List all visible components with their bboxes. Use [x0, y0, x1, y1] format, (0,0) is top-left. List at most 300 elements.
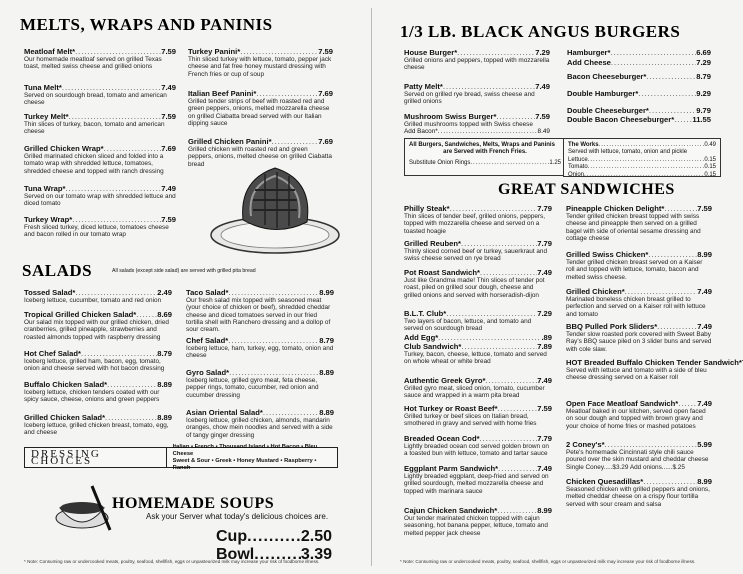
menu-item — [567, 115, 711, 124]
menu-item-price: 8.99 — [697, 477, 712, 486]
menu-item-header — [188, 137, 333, 146]
menu-item-price: 7.59 — [161, 112, 176, 121]
menu-item-price: 7.59 — [697, 204, 712, 213]
add-bacon-row — [404, 128, 550, 135]
leader-dots — [240, 47, 318, 56]
menu-item-header — [567, 106, 711, 115]
menu-item-description: Thin sliced turkey with lettuce, tomato, pepper jack cheese and fat free honey mustard dressing with French fries or cup of soup — [188, 56, 332, 78]
fries-note-box — [404, 138, 566, 176]
fries-note-line-1: All Burgers, Sandwiches, Melts, Wraps and Paninis — [409, 142, 555, 148]
menu-item-header — [566, 250, 712, 259]
leader-dots — [69, 112, 162, 121]
menu-item-name: Hot Chef Salad* — [24, 349, 81, 358]
menu-item-description: Thin slices of turkey, bacon, tomato and american cheese — [24, 121, 165, 136]
menu-item-header — [404, 376, 552, 385]
menu-item — [24, 349, 172, 373]
works-desc: Served with lettuce, tomato, onion and pickle — [568, 149, 688, 156]
menu-item-description: Two layers of bacon, lettuce, and tomato and served on sourdough bread — [404, 318, 532, 333]
menu-item-header — [404, 506, 552, 515]
menu-item-description: Our homemade meatloaf served on grilled Texas toast, melted swiss cheese and grilled onions — [24, 56, 162, 71]
menu-item-name: Breaded Ocean Cod* — [404, 434, 480, 443]
menu-item-price: 7.59 — [161, 215, 176, 224]
menu-item-description: Served on grilled rye bread, swiss cheese and grilled onions — [404, 91, 535, 106]
menu-item — [24, 288, 172, 304]
menu-item-header — [24, 83, 176, 92]
menu-item-description: Grilled onions and peppers, topped with mozzarella cheese — [404, 57, 550, 72]
add-bacon-label: Add Bacon* — [404, 128, 438, 135]
dressing-list — [167, 444, 337, 472]
menu-item-name: Chef Salad* — [186, 336, 229, 345]
leader-dots — [674, 115, 692, 124]
menu-item-header — [404, 342, 552, 351]
menu-item-description: Served on sourdough bread, tomato and american cheese — [24, 92, 167, 107]
dressing-line-2: Sweet & Sour • Greek • Honey Mustard • Raspberry • Ranch — [172, 457, 317, 471]
dressing-line-1: Italian • French • Thousand Island • Hot Bacon • Bleu Cheese — [172, 443, 318, 457]
menu-item-header — [566, 477, 712, 486]
menu-item — [566, 440, 712, 471]
leader-dots — [643, 477, 697, 486]
leader-dots — [256, 89, 318, 98]
menu-item-price: 5.99 — [697, 440, 712, 449]
menu-item-header — [404, 404, 552, 413]
menu-item-price: 9.79 — [696, 106, 711, 115]
menu-item-name: Pot Roast Sandwich* — [404, 268, 480, 277]
menu-item-name: HOT Breaded Buffalo Chicken Tender Sandwich* — [566, 358, 742, 367]
price-row — [216, 528, 332, 546]
menu-item-price: 7.29 — [535, 48, 550, 57]
leader-dots — [461, 342, 537, 351]
onion-rings-label: Substitute Onion Rings — [409, 159, 471, 166]
menu-item-header — [404, 112, 550, 121]
menu-item-description: Grilled mushrooms topped with Swiss cheese — [404, 121, 533, 128]
menu-item-price: 7.69 — [161, 144, 176, 153]
menu-item-price: 7.49 — [537, 464, 552, 473]
leader-dots — [104, 144, 162, 153]
leader-dots — [657, 322, 697, 331]
menu-item-name: Turkey Panini* — [188, 47, 241, 56]
menu-item-header — [404, 434, 552, 443]
works-row — [568, 142, 716, 149]
menu-item — [24, 413, 172, 437]
menu-item-name: Grilled Chicken* — [566, 287, 625, 296]
menu-item-description: Our fresh salad mix topped with seasoned meat (your choice of chicken or beef), shredded cheddar cheese and diced tomatoes served in our fried tortilla shell with Ranchero dressing and a dollop of sour cream. — [186, 297, 331, 334]
menu-item-header — [188, 47, 333, 56]
leader-dots — [678, 399, 697, 408]
leader-dots — [625, 287, 698, 296]
menu-item-description: Grilled gyro meat, sliced onion, tomato, cucumber sauce and wrapped in a warm pita bread — [404, 385, 545, 400]
menu-item-price: 8.99 — [319, 288, 334, 297]
menu-item-price: 8.69 — [157, 310, 172, 319]
menu-item-name: Mushroom Swiss Burger* — [404, 112, 497, 121]
menu-item — [404, 204, 552, 235]
menu-item-header — [24, 215, 176, 224]
menu-item-name: B.L.T. Club* — [404, 309, 447, 318]
sandwiches-title: GREAT SANDWICHES — [498, 181, 675, 198]
menu-item-header — [404, 333, 552, 342]
leader-dots — [497, 506, 537, 515]
menu-item — [566, 399, 712, 430]
menu-item-price: 7.69 — [318, 137, 333, 146]
menu-item-name: Club Sandwich* — [404, 342, 462, 351]
menu-item — [567, 106, 711, 115]
menu-item-description: Seasoned chicken with grilled peppers and onions, melted cheddar cheese on a crispy flour tortilla served with sour cream and salsa — [566, 486, 710, 508]
menu-item-description: Tender grilled chicken breast topped with swiss cheese and pineapple then served on a grilled bagel with side of oriental sesame dressing and cottage cheese — [566, 213, 701, 242]
menu-item — [24, 144, 176, 175]
menu-item-description: Grilled chicken with roasted red and green peppers, onions, melted cheese on grilled Ciabatta bread — [188, 146, 332, 168]
works-box — [563, 138, 721, 177]
menu-item-header — [24, 413, 172, 422]
menu-item — [566, 250, 712, 281]
price-row-price: 3.39 — [300, 546, 332, 563]
menu-item-name: 2 Coney's* — [566, 440, 605, 449]
menu-item-header — [567, 89, 711, 98]
menu-item — [24, 184, 176, 208]
menu-item-header — [188, 89, 333, 98]
onion-rings-row — [409, 160, 561, 167]
leader-dots — [485, 376, 537, 385]
price-row-label: Cup — [216, 528, 248, 545]
menu-item-name: Turkey Melt* — [24, 112, 69, 121]
leader-dots — [438, 333, 541, 342]
menu-item-price: 8.79 — [319, 336, 334, 345]
menu-item — [566, 358, 742, 382]
menu-item-header — [567, 115, 711, 124]
extras-list — [568, 157, 716, 179]
leader-dots — [75, 47, 161, 56]
menu-item-price: 7.59 — [537, 404, 552, 413]
leader-dots — [136, 310, 157, 319]
menu-item — [188, 89, 333, 127]
soup-bowl-image — [52, 478, 114, 536]
leader-dots — [228, 336, 319, 345]
menu-item-header — [24, 184, 176, 193]
menu-item — [404, 333, 552, 342]
menu-item-price: 7.49 — [537, 268, 552, 277]
menu-item-name: Hamburger* — [567, 48, 611, 57]
price-row-label: Onion — [568, 171, 585, 178]
menu-item-description: Iceberg lettuce, grilled chicken, almonds, mandarin oranges, chow mein noodles and served with a side of tangy ginger dressing — [186, 417, 333, 439]
soups-title: HOMEMADE SOUPS — [112, 495, 275, 512]
price-row-label: Tomato — [568, 164, 588, 171]
menu-item-header — [404, 268, 552, 277]
leader-dots — [446, 309, 537, 318]
menu-item-header — [567, 72, 711, 81]
menu-item — [404, 464, 552, 495]
menu-item-description: Our salad mix topped with our grilled chicken, dried cranberries, grilled pineapple, strawberries and roasted almonds topped with raspberry dressing — [24, 319, 169, 341]
menu-item-name: Grilled Chicken Panini* — [188, 137, 272, 146]
menu-item-price: 11.55 — [692, 115, 711, 124]
menu-item-price: 9.29 — [696, 89, 711, 98]
menu-item-name: Buffalo Chicken Salad* — [24, 380, 108, 389]
menu-item-name: Authentic Greek Gyro* — [404, 376, 486, 385]
menu-item-description: Thinly sliced corned beef or turkey, sauerkraut and swiss cheese served on rye bread — [404, 248, 548, 263]
burgers-title: 1/3 LB. BLACK ANGUS BURGERS — [400, 22, 681, 41]
menu-item-price: 7.79 — [537, 204, 552, 213]
menu-item-header — [566, 322, 712, 331]
menu-item-name: Tossed Salad* — [24, 288, 76, 297]
dressing-choices — [24, 443, 338, 471]
fries-note-line-2: are Served with French Fries. — [443, 149, 527, 156]
leader-dots — [496, 112, 535, 121]
price-row-label: Bowl — [216, 546, 255, 563]
menu-item-header — [404, 239, 552, 248]
menu-item-price: 6.69 — [696, 48, 711, 57]
menu-item — [24, 47, 176, 71]
menu-item — [404, 342, 552, 366]
menu-item-header — [404, 204, 552, 213]
menu-item-name: Double Hamburger* — [567, 89, 639, 98]
menu-item-name: Philly Steak* — [404, 204, 450, 213]
menu-item-name: Tuna Melt* — [24, 83, 62, 92]
menu-item — [188, 47, 333, 78]
menu-item-header — [186, 408, 334, 417]
menu-item-description: Iceberg lettuce, chicken tenders coated with our spicy sauce, cheese, onions and green peppers — [24, 389, 160, 404]
leader-dots — [638, 89, 696, 98]
menu-item-name: BBQ Pulled Pork Sliders* — [566, 322, 658, 331]
menu-item — [567, 89, 711, 98]
menu-item-name: Grilled Chicken Wrap* — [24, 144, 104, 153]
menu-item-description: Meatloaf baked in our kitchen, served open faced on sour dough and topped with brown gravy and your choice of home fries or mashed potatoes — [566, 408, 706, 430]
menu-item-header — [404, 464, 552, 473]
menu-item — [404, 309, 552, 333]
menu-item-description: Iceberg lettuce, grilled ham, bacon, egg, tomato, onion and cheese served with hot bacon dressing — [24, 358, 165, 373]
menu-item-header — [24, 144, 176, 153]
menu-item-name: Asian Oriental Salad* — [186, 408, 263, 417]
menu-item-header — [24, 288, 172, 297]
menu-item — [566, 477, 712, 508]
menu-item-header — [186, 368, 334, 377]
leader-dots — [450, 204, 538, 213]
menu-item-header — [566, 358, 742, 367]
menu-item — [404, 82, 550, 106]
menu-item — [567, 72, 711, 81]
menu-item — [186, 336, 334, 360]
menu-item-name: Tropical Grilled Chicken Salad* — [24, 310, 137, 319]
menu-item-name: Bacon Cheeseburger* — [567, 72, 647, 81]
leader-dots — [498, 404, 538, 413]
menu-item-price: 7.49 — [161, 184, 176, 193]
menu-item-name: Hot Turkey or Roast Beef* — [404, 404, 498, 413]
menu-item-name: Pineapple Chicken Delight* — [566, 204, 665, 213]
menu-item-name: Add Egg* — [404, 333, 439, 342]
leader-dots — [646, 72, 696, 81]
leader-dots — [480, 268, 537, 277]
menu-item-description: Grilled tender strips of beef with roasted red and green peppers, onions, melted mozzarella cheese on grilled Ciabatta bread served with our Italian dipping sauce — [188, 98, 330, 127]
menu-item-name: Double Bacon Cheeseburger* — [567, 115, 675, 124]
menu-item — [24, 310, 172, 341]
menu-item-description: Served on our tomato wrap with shredded lettuce and diced tomato — [24, 193, 176, 208]
leader-dots — [62, 83, 161, 92]
menu-item — [404, 404, 552, 428]
menu-item-price: 8.79 — [696, 72, 711, 81]
menu-item-description: Our tender marinated chicken topped with cajun seasoning, hot banana pepper, lettuce, tomato and melted pepper jack cheese — [404, 515, 548, 537]
menu-item — [404, 506, 552, 537]
menu-item-price: 8.89 — [319, 408, 334, 417]
salads-note: All salads (except side salad) are served with grilled pita bread — [112, 268, 256, 274]
leader-dots — [457, 48, 535, 57]
menu-item-name: Italian Beef Panini* — [188, 89, 257, 98]
menu-item-header — [186, 336, 334, 345]
menu-item-price: 7.49 — [697, 287, 712, 296]
menu-item — [404, 268, 552, 299]
menu-item-header — [566, 440, 712, 449]
price-row-price: 0.15 — [704, 156, 716, 163]
price-row-label: Lettuce — [568, 156, 588, 163]
menu-item-header — [566, 287, 712, 296]
leader-dots — [66, 184, 162, 193]
menu-item-name: Turkey Wrap* — [24, 215, 73, 224]
menu-item-description: Fresh sliced turkey, diced lettuce, tomatoes cheese and bacon rolled in our tomato wrap — [24, 224, 169, 239]
menu-item-name: Gyro Salad* — [186, 368, 230, 377]
panini-plate-image — [205, 150, 345, 260]
menu-item-price: 8.89 — [319, 368, 334, 377]
menu-item-header — [566, 399, 712, 408]
menu-item — [404, 112, 550, 128]
menu-item-header — [567, 48, 711, 57]
leader-dots — [480, 434, 538, 443]
leader-dots — [229, 288, 320, 297]
menu-item-price: 7.69 — [318, 89, 333, 98]
price-row — [568, 157, 716, 164]
leader-dots — [443, 82, 535, 91]
menu-item-price: 7.29 — [537, 309, 552, 318]
menu-item — [404, 48, 550, 72]
leader-dots — [81, 349, 157, 358]
menu-item-name: Meatloaf Melt* — [24, 47, 76, 56]
menu-item-price: 8.99 — [697, 250, 712, 259]
leader-dots — [72, 215, 161, 224]
menu-item-description: Iceberg lettuce, cucumber, tomato and red onion — [24, 297, 162, 304]
menu-item-description: Grilled marinated chicken sliced and folded into a tomato wrap with shredded lettuce, tomatoes, shredded cheese and topped with ranch dressing — [24, 153, 164, 175]
dressing-label: DRESSING CHOICES — [25, 448, 167, 467]
menu-item — [404, 434, 552, 458]
leader-dots — [611, 58, 696, 67]
menu-item-description: Pete's homemade Cincinnati style chili sauce poured over the skin mustard and cheddar cheese Single Coney.....$3.29 Add onions......$.25 — [566, 449, 709, 471]
menu-item — [186, 408, 334, 439]
menu-item-header — [24, 380, 172, 389]
center-fold — [371, 8, 372, 566]
menu-item — [186, 288, 334, 333]
works-title: The Works — [568, 142, 599, 148]
leader-dots — [649, 106, 696, 115]
menu-item-price: 7.49 — [697, 399, 712, 408]
menu-item — [186, 368, 334, 399]
leader-dots — [605, 440, 698, 449]
onion-rings-price: 1.25 — [549, 159, 561, 166]
menu-item-name: Grilled Chicken Salad* — [24, 413, 106, 422]
price-row-price: 0.15 — [704, 164, 716, 171]
menu-item-description: Tender slow roasted pork covered with Sweet Baby Ray's BBQ sauce piled on 3 slider buns and served with cole slaw. — [566, 331, 712, 353]
menu-item-description: Lightly breaded eggplant, deep-fried and served on grilled sourdough, melted mozzarella cheese and topped with marinara sauce — [404, 473, 549, 495]
melts-title: MELTS, WRAPS AND PANINIS — [20, 15, 273, 34]
menu-item — [24, 215, 176, 239]
menu-item-name: Open Face Meatloaf Sandwich* — [566, 399, 679, 408]
leader-dots — [263, 408, 319, 417]
menu-item-description: Iceberg lettuce, grilled chicken breast, tomato, egg, and cheese — [24, 422, 169, 437]
menu-item-price: 7.59 — [161, 47, 176, 56]
menu-item-price: 2.49 — [157, 288, 172, 297]
menu-item — [567, 48, 711, 57]
menu-item-name: Taco Salad* — [186, 288, 229, 297]
menu-item-name: Add Cheese — [567, 58, 611, 67]
menu-item-header — [566, 204, 712, 213]
menu-item — [567, 58, 711, 67]
menu-item-price: 7.49 — [537, 376, 552, 385]
menu-item — [24, 112, 176, 136]
menu-item-name: Tuna Wrap* — [24, 184, 66, 193]
menu-item-price: 7.59 — [535, 112, 550, 121]
menu-item-description: Just like Grandma made! Thin slices of tender pot roast, piled on grilled sour dough, cheese and grilled onions and served with horseradish-dijon — [404, 277, 545, 299]
menu-item-name: Patty Melt* — [404, 82, 443, 91]
menu-item-name: Cajun Chicken Sandwich* — [404, 506, 498, 515]
menu-item-price: 8.99 — [537, 506, 552, 515]
menu-item — [566, 204, 712, 242]
right-footer-note: * Note: Consuming raw or undercooked meats, poultry, seafood, shellfish, eggs or unpasteurized milk may increase your risk of foodborne illness. — [400, 559, 696, 564]
menu-item-name: House Burger* — [404, 48, 458, 57]
menu-item-price: 8.89 — [157, 380, 172, 389]
soups-subtitle: Ask your Server what today's delicious choices are. — [146, 512, 329, 521]
menu-item-price: 7.29 — [696, 58, 711, 67]
salads-title: SALADS — [22, 261, 93, 280]
leader-dots — [648, 250, 697, 259]
menu-item-description: Marinated boneless chicken breast grilled to perfection and served on a Kaiser roll with lettuce and tomato — [566, 296, 706, 318]
menu-item — [566, 322, 712, 353]
leader-dots — [107, 380, 157, 389]
menu-item-header — [567, 58, 711, 67]
menu-item-name: Chicken Quesadillas* — [566, 477, 644, 486]
menu-item-description: Iceberg lettuce, grilled gyro meat, feta cheese, pepper rings, tomato, cucumber, red onion and cucumber dressing — [186, 377, 319, 399]
menu-item — [404, 239, 552, 263]
menu-item — [566, 287, 712, 318]
works-price: 0.49 — [704, 142, 716, 148]
menu-item-price: 7.49 — [697, 322, 712, 331]
menu-item-price: 7.49 — [535, 82, 550, 91]
menu-item-price: 8.89 — [157, 413, 172, 422]
menu-item — [24, 380, 172, 404]
menu-item-header — [404, 309, 552, 318]
menu-item-price: 7.49 — [161, 83, 176, 92]
menu-item-price: 7.89 — [537, 342, 552, 351]
menu-item-price: 7.79 — [537, 434, 552, 443]
leader-dots — [461, 239, 537, 248]
menu-item-description: Tender grilled chicken breast served on a Kaiser roll and topped with lettuce, tomato, bacon and melted swiss cheese. — [566, 259, 703, 281]
menu-item-description: Grilled turkey or beef slices on Italian bread, smothered in gravy and served with home fries — [404, 413, 537, 428]
menu-item-description: Thin slices of tender beef, grilled onions, peppers, topped with mozzarella cheese and served on a toasted hoagie — [404, 213, 546, 235]
leader-dots — [272, 137, 319, 146]
menu-item-header — [404, 82, 550, 91]
menu-item-description: Served with lettuce and tomato with a side of bleu cheese dressing served on a Kaiser roll — [566, 367, 707, 382]
menu-item-header — [24, 349, 172, 358]
menu-item-name: Double Cheeseburger* — [567, 106, 649, 115]
left-footer-note: * Note: Consuming raw or undercooked meats, poultry, seafood, shellfish, eggs or unpasteurized milk may increase your risk of foodborne illness. — [24, 559, 320, 564]
menu-item-price: .89 — [541, 333, 552, 342]
menu-item — [24, 83, 176, 107]
leader-dots — [105, 413, 157, 422]
menu-item — [404, 376, 552, 400]
menu-item-header — [404, 48, 550, 57]
menu-item-description: Iceberg lettuce, ham, turkey, egg, tomato, onion and cheese — [186, 345, 334, 360]
leader-dots — [664, 204, 697, 213]
menu-item-description: Turkey, bacon, cheese, lettuce, tomato and served on whole wheat or white bread — [404, 351, 547, 366]
menu-item-name: Eggplant Parm Sandwich* — [404, 464, 499, 473]
menu-item-name: Grilled Reuben* — [404, 239, 461, 248]
leader-dots — [498, 464, 537, 473]
add-bacon-price: 8.49 — [537, 128, 550, 135]
price-row — [568, 172, 716, 179]
menu-item-price: 7.59 — [318, 47, 333, 56]
menu-item-header — [24, 47, 176, 56]
menu-item-header — [24, 310, 172, 319]
